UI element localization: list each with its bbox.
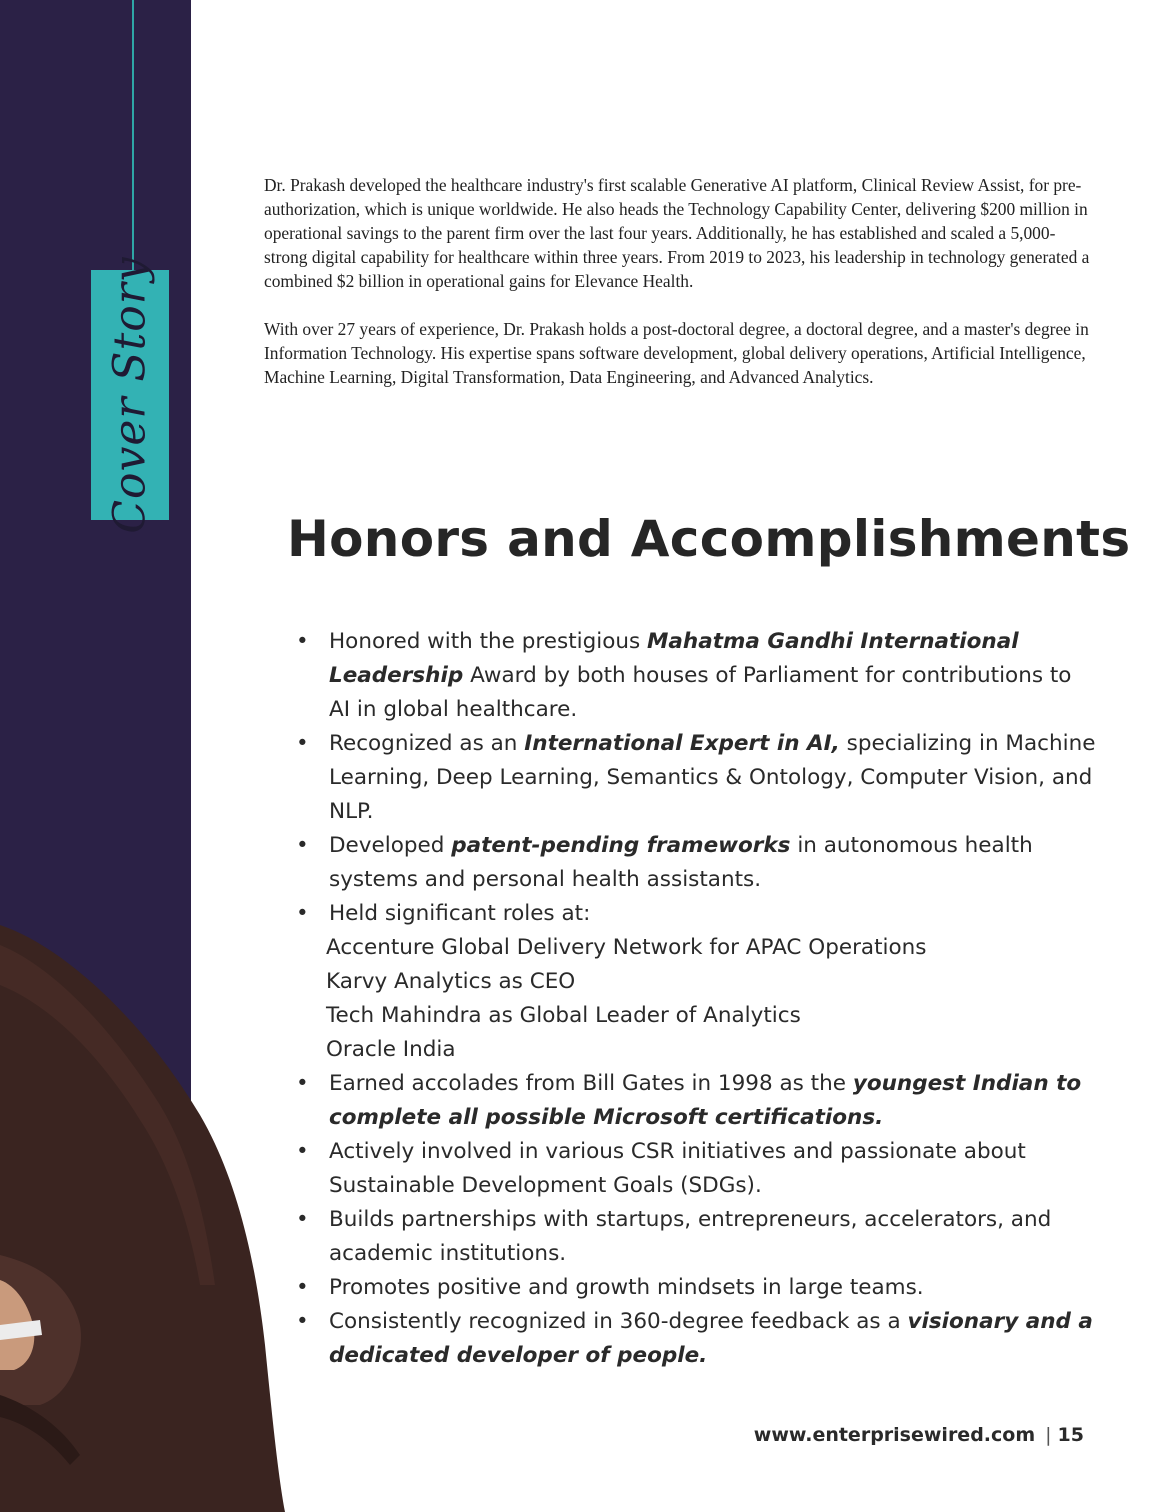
person-photo [0, 925, 300, 1512]
list-item: • Builds partnerships with startups, entrepreneurs, accelerators, and academic institutions. [296, 1203, 1096, 1271]
tag-thread [132, 0, 134, 272]
role-entry: Oracle India [326, 1037, 456, 1062]
intro-text [264, 173, 1094, 413]
list-item: • Earned accolades from Bill Gates in 1998 as the youngest Indian to complete all possible Microsoft certifications. [296, 1067, 1096, 1135]
bullet-icon: • [296, 901, 309, 926]
intro-paragraph: With over 27 years of experience, Dr. Prakash holds a post-doctoral degree, a doctoral degree, and a master's degree in Information Technology. His expertise spans software development, global delivery operations, Artificial Intelligence, Machine Learning, Digital Transformation, Data Engineering, and Advanced Analytics. [264, 319, 1089, 387]
list-item: • Promotes positive and growth mindsets in large teams. [296, 1271, 1096, 1305]
list-item: • Recognized as an International Expert in AI, specializing in Machine Learning, Deep Learning, Semantics & Ontology, Computer Vision, and NLP. [296, 727, 1096, 829]
bullet-icon: • [296, 1139, 309, 1164]
bullet-icon: • [296, 731, 309, 756]
accomplishments-list [296, 625, 1096, 1373]
bullet-icon: • [296, 1275, 309, 1300]
list-item: • Consistently recognized in 360-degree feedback as a visionary and a dedicated developer of people. [296, 1305, 1096, 1373]
role-entry: Tech Mahindra as Global Leader of Analytics [326, 1003, 801, 1028]
list-item: • Actively involved in various CSR initiatives and passionate about Sustainable Development Goals (SDGs). [296, 1135, 1096, 1203]
bullet-icon: • [296, 1309, 309, 1334]
role-entry: Accenture Global Delivery Network for APAC Operations [326, 935, 927, 960]
list-item: • Held significant roles at: Accenture Global Delivery Network for APAC Operations Karvy Analytics as CEO Tech Mahindra as Global Leader of Analytics Oracle India [296, 897, 1096, 1067]
intro-paragraph: Dr. Prakash developed the healthcare industry's first scalable Generative AI platform, Clinical Review Assist, for pre-authorization, which is unique worldwide. He also heads the Technology Capability Center, delivering $200 million in operational savings to the parent firm over the last four years. Additionally, he has established and scaled a 5,000-strong digital capability for healthcare within three years. From 2019 to 2023, his leadership in technology generated a combined $2 billion in operational gains for Elevance Health. [264, 175, 1090, 291]
page-number: 15 [1057, 1424, 1084, 1446]
role-entry: Karvy Analytics as CEO [326, 969, 576, 994]
list-item: • Honored with the prestigious Mahatma Gandhi International Leadership Award by both houses of Parliament for contributions to AI in global healthcare. [296, 625, 1096, 727]
section-heading: Honors and Accomplishments [287, 510, 1131, 568]
bullet-icon: • [296, 629, 309, 654]
roles-list [326, 931, 1096, 1067]
section-tag-label: Cover Story [104, 256, 156, 534]
footer-separator: | [1045, 1424, 1052, 1446]
list-item: • Developed patent-pending frameworks in autonomous health systems and personal health assistants. [296, 829, 1096, 897]
page-footer [754, 1424, 1084, 1446]
bullet-icon: • [296, 1071, 309, 1096]
footer-url[interactable]: www.enterprisewired.com [753, 1424, 1036, 1446]
bullet-icon: • [296, 833, 309, 858]
bullet-icon: • [296, 1207, 309, 1232]
